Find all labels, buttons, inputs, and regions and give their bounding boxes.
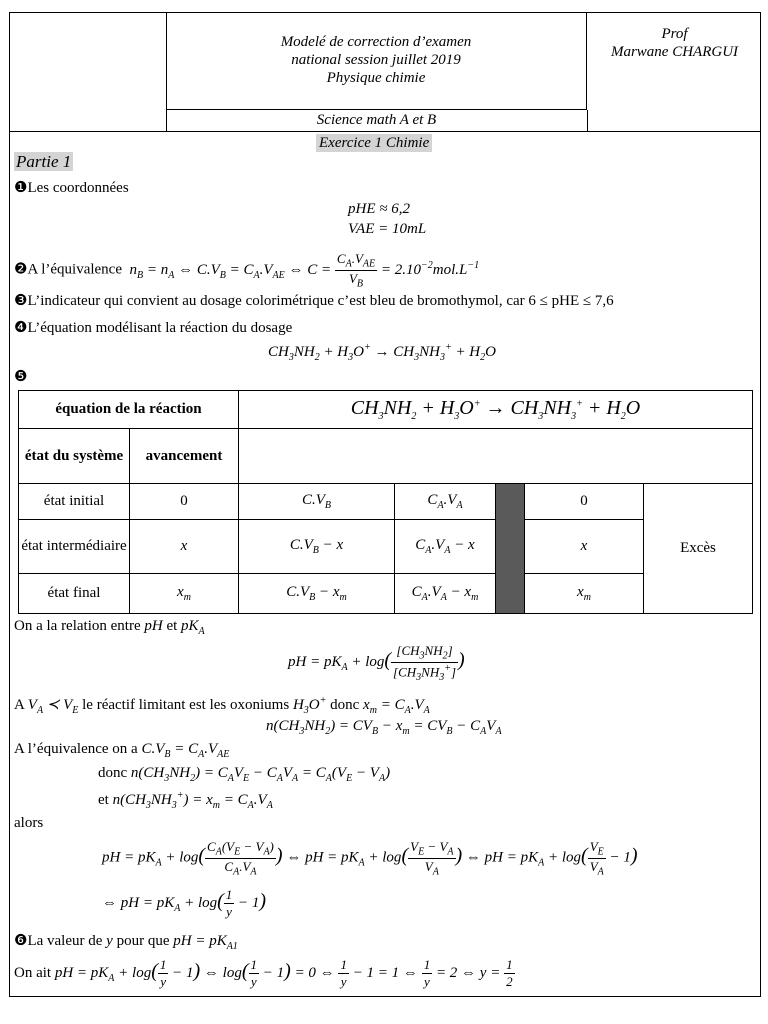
table-header-equation: équation de la réaction [19, 391, 239, 429]
water-excess: Excès [644, 484, 753, 614]
table-header-empty [239, 429, 753, 484]
equivalence-line: A l’équivalence on a $C.V_B = C_A.V_{AE}$ [14, 741, 230, 760]
q4-equation: $CH_3NH_2 + H_3O^+ \to CH_3NH_3^+ + H_2O$ [268, 342, 496, 363]
row-final-label: état final [19, 574, 130, 614]
title-line-2: national session juillet 2019 [291, 52, 461, 68]
q1-label: ❶Les coordonnées [14, 180, 129, 196]
et-line: et $n(CH_3NH_3^+) = x_m = C_A.V_A$ [98, 790, 273, 811]
water-column-shaded [496, 484, 525, 614]
q2-line: ❷A l’équivalence $n_B = n_A$ ⇔ $C.V_B = C_A.V_{AE}$ ⇔ C = $\frac{C_A.V_{AE}}{V_B}$ = $2.10^{-2}mol.L^{-1}$ [14, 251, 480, 290]
title-line-1: Modelé de correction d’examen [280, 34, 472, 50]
row-initial-product: 0 [525, 484, 644, 520]
q6-answer: On ait pH = $pK_A + \log$( $\frac{1}{y}$ − 1) ⇔ log( $\frac{1}{y}$ − 1) = 0 ⇔ $\frac{1}{y}$ − 1 = 1 ⇔ $\frac{1}{y}$ = 2 ⇔ y = $\frac{1}{2}$ [14, 957, 513, 989]
title-line-3: Physique chimie [326, 70, 426, 86]
table-equation: $CH_3NH_2 + H_3O^+ \to CH_3NH_3^+ + H_2O$ [239, 391, 753, 429]
row-inter-a: $C_A.V_A - x$ [395, 520, 496, 574]
header-title [166, 13, 587, 110]
row-initial-b: $C.V_B$ [239, 484, 395, 520]
q3-text: ❸L’indicateur qui convient au dosage colorimétrique c’est bleu de bromothymol, car 6 ≤ pHE ≤ 7,6 [14, 293, 614, 309]
header-prof [587, 13, 762, 131]
prof-name: Marwane CHARGUI [610, 44, 739, 60]
row-inter-b: $C.V_B - x$ [239, 520, 395, 574]
row-final-b: $C.V_B - x_m$ [239, 574, 395, 614]
relation-line: On a la relation entre pH et $pK_A$ [14, 618, 205, 637]
q6-line: ❻La valeur de y pour que pH = $pK_{A1}$ [14, 933, 238, 952]
row-final-x: $x_m$ [130, 574, 239, 614]
derivation-line-2: ⇔ pH = $pK_A + \log$( $\frac{1}{y}$ − 1) [102, 887, 267, 919]
header-logo-cell [10, 13, 167, 131]
q1-eq2: VAE = 10mL [348, 221, 427, 237]
header-divider [10, 131, 760, 132]
prof-label: Prof [661, 26, 688, 42]
exam-page [9, 12, 761, 997]
n-base-line: $n(CH_3NH_2) = CV_B - x_m = CV_B - C_AV_A$ [266, 718, 502, 737]
row-initial-a: $C_A.V_A$ [395, 484, 496, 520]
exercise-title: Exercice 1 Chimie [316, 134, 432, 152]
partie-title: Partie 1 [16, 152, 72, 171]
q1-eq1: pHE ≈ 6,2 [348, 201, 410, 217]
row-initial-label: état initial [19, 484, 130, 520]
q5-label: ❺ [14, 369, 28, 385]
donc-line: donc $n(CH_3NH_2) = C_AV_E - C_AV_A = C_A(V_E - V_A)$ [98, 765, 391, 784]
advancement-table [18, 390, 753, 614]
section-label: Science math A et B [166, 110, 588, 131]
row-inter-label: état intermédiaire [19, 520, 130, 574]
row-final-product: $x_m$ [525, 574, 644, 614]
q4-label: ❹L’équation modélisant la réaction du dosage [14, 320, 293, 336]
derivation-line-1: pH = $pK_A + \log$( $\frac{C_A(V_E - V_A)}{C_A.V_A}$ ) ⇔ pH = $pK_A + \log$( $\frac{V_E - V_A}{V_A}$ ) ⇔ pH = $pK_A + \log$( $\frac{V_E}{V_A}$ − 1) [102, 839, 638, 878]
table-header-etat: état du système [19, 429, 130, 484]
table-header-avancement: avancement [130, 429, 239, 484]
row-inter-product: x [525, 520, 644, 574]
henderson-equation: pH = $pK_A + \log$( $\frac{[CH_3NH_2]}{[CH_3NH_3^+]}$ ) [288, 643, 465, 683]
limitant-line: A $V_A$ ≺ $V_E$ le réactif limitant est les oxoniums $H_3O^+$ donc $x_m = C_A.V_A$ [14, 695, 430, 716]
row-inter-x: x [130, 520, 239, 574]
row-final-a: $C_A.V_A - x_m$ [395, 574, 496, 614]
alors-label: alors [14, 815, 44, 831]
q2-label: ❷A l’équivalence [14, 261, 122, 278]
row-initial-x: 0 [130, 484, 239, 520]
